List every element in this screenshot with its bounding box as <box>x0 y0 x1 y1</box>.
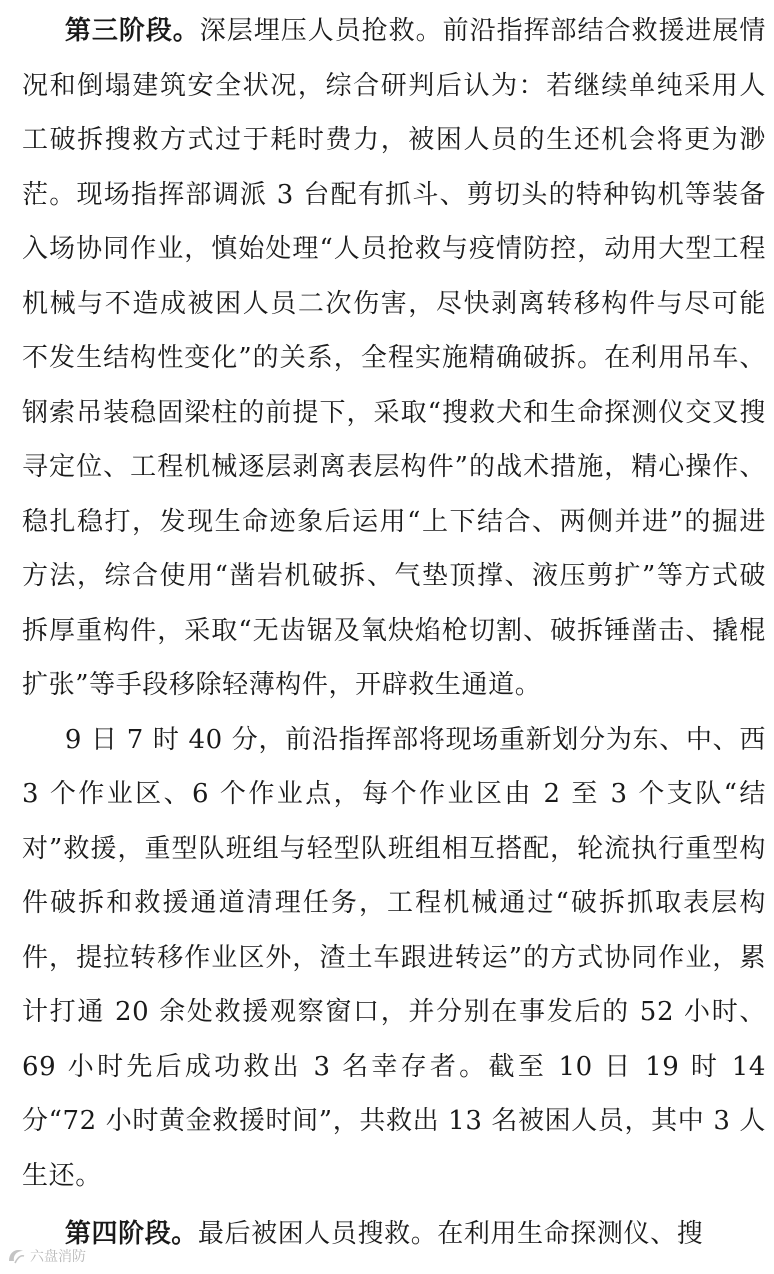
paragraph-stage-three <box>22 4 766 713</box>
paragraph-text: 最后被困人员搜救。在利用生命探测仪、搜 <box>197 1219 704 1249</box>
watermark <box>6 1246 86 1266</box>
paragraph-text: 深层埋压人员抢救。前沿指挥部结合救援进展情况和倒塌建筑安全状况，综合研判后认为：若继续单纯采用人工破拆搜救方式过于耗时费力，被困人员的生还机会将更为渺茫。现场指挥部调派 3 台配有抓斗、剪切头的特种钩机等装备入场协同作业，慎始处理“人员抢救与疫情防控，动用大型工程机械与不造成被困人员二次伤害，尽快剥离转移构件与尽可能不发生结构性变化”的关系，全程实施精确破拆。在利用吊车、钢索吊装稳固梁柱的前提下，采取“搜救犬和生命探测仪交叉搜寻定位、工程机械逐层剥离表层构件”的战术措施，精心操作、稳扎稳打，发现生命迹象后运用“上下结合、两侧并进”的掘进方法，综合使用“凿岩机破拆、气垫顶撑、液压剪扩”等方式破拆厚重构件，采取“无齿锯及氧炔焰枪切割、破拆锤凿击、撬棍扩张”等手段移除轻薄构件，开辟救生通道。 <box>22 16 766 700</box>
paragraph-lead: 第四阶段。 <box>64 1219 198 1249</box>
paragraph-rescue-timeline <box>22 713 766 1204</box>
watermark-text: 六盘消防 <box>30 1249 86 1265</box>
paragraph-lead: 第三阶段。 <box>64 16 200 46</box>
paragraph-stage-four <box>22 1207 766 1262</box>
paragraph-text: 9 日 7 时 40 分，前沿指挥部将现场重新划分为东、中、西 3 个作业区、6 个作业点，每个作业区由 2 至 3 个支队“结对”救援，重型队班组与轻型队班组相互搭配，轮流执行重型构件破拆和救援通道清理任务，工程机械通过“破拆抓取表层构件，提拉转移作业区外，渣土车跟进转运”的方式协同作业，累计打通 20 余处救援观察窗口，并分别在事发后的 52 小时、69 小时先后成功救出 3 名幸存者。截至 10 日 19 时 14 分“72 小时黄金救援时间”，共救出 13 名被困人员，其中 3 人生还。 <box>22 724 766 1191</box>
logo-icon <box>6 1246 26 1266</box>
